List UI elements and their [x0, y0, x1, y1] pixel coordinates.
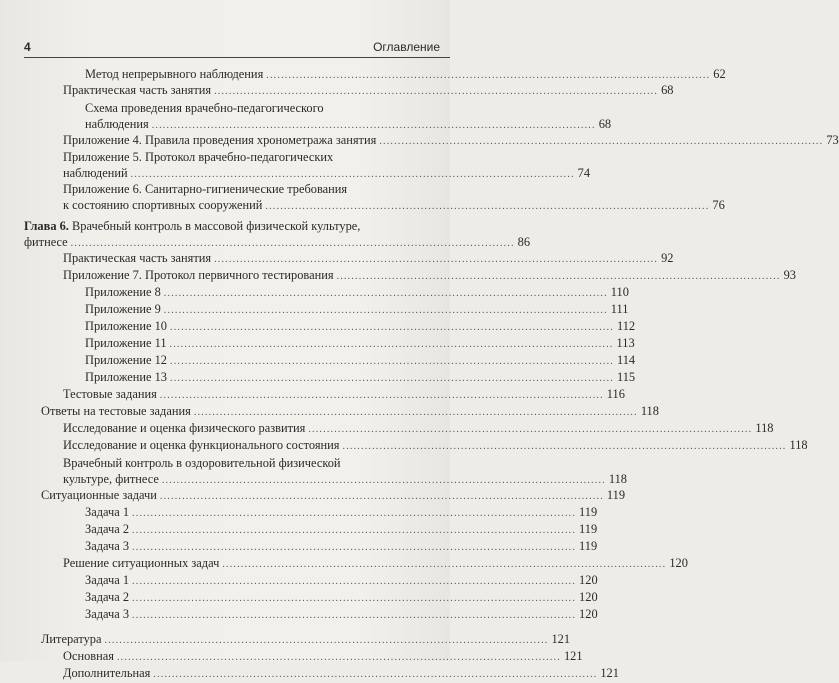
dot-leader: ........................................................................................................................ [163, 305, 608, 316]
toc-page-number: 110 [610, 285, 629, 299]
toc-page-number: 76 [712, 198, 725, 212]
dot-leader: ........................................................................................................................ [116, 652, 561, 663]
toc-line [85, 606, 598, 622]
toc-entry [41, 631, 571, 647]
toc-line [63, 132, 839, 148]
toc-line [63, 250, 674, 266]
dot-leader: ........................................................................................................................ [265, 201, 710, 212]
toc-entry-title: культуре, фитнесе [63, 472, 159, 486]
toc-page-number: 119 [579, 539, 598, 553]
toc-line [85, 318, 636, 334]
toc-line [85, 284, 629, 300]
toc-line [63, 165, 591, 181]
toc-line [63, 471, 627, 487]
toc-line [63, 437, 808, 453]
toc-page-number: 115 [617, 370, 636, 384]
toc-entry-title: к состоянию спортивных сооружений [63, 198, 263, 212]
toc-page-number: 111 [610, 302, 629, 316]
toc-page-number: 120 [579, 607, 598, 621]
toc-entry [85, 352, 636, 368]
toc-entry-title: Дополнительная [63, 666, 151, 680]
dot-leader: ........................................................................................................................ [161, 475, 606, 486]
toc-entry [63, 132, 839, 148]
toc-entry [63, 665, 619, 681]
toc-entry [85, 538, 598, 554]
dot-leader: ........................................................................................................................ [266, 70, 711, 81]
dot-leader: ........................................................................................................................ [342, 441, 787, 452]
toc-entry-title: Основная [63, 649, 114, 663]
toc-line [85, 352, 636, 368]
dot-leader: ........................................................................................................................ [214, 254, 659, 265]
dot-leader: ........................................................................................................................ [159, 491, 604, 502]
toc-entry [85, 504, 598, 520]
toc-entry-title: Задача 1 [85, 573, 130, 587]
toc-page-number: 92 [661, 251, 674, 265]
toc-entry-title: Практическая часть занятия [63, 251, 212, 265]
toc-page-number: 93 [783, 268, 796, 282]
dot-leader: ........................................................................................................................ [130, 169, 575, 180]
toc-entry [85, 572, 598, 588]
toc-page-number: 119 [606, 488, 626, 502]
toc-entry-title: Глава 6. Врачебный контроль в массовой физической культуре, [24, 219, 361, 233]
dot-leader: ........................................................................................................................ [132, 508, 577, 519]
toc-line [41, 631, 571, 647]
toc-entry-title: Приложение 6. Санитарно-гигиенические требования [63, 182, 348, 196]
toc-line [63, 82, 674, 98]
toc-line [85, 66, 726, 82]
toc-page-number: 118 [640, 404, 659, 418]
toc-line [85, 538, 598, 554]
toc-page-number: 112 [617, 319, 636, 333]
toc-line [85, 369, 636, 385]
toc-entry-title: Исследование и оценка функционального состояния [63, 438, 340, 452]
toc-entry [63, 149, 591, 181]
toc-line [63, 555, 688, 571]
toc-line [85, 335, 635, 351]
dot-leader: ........................................................................................................................ [193, 407, 638, 418]
dot-leader: ........................................................................................................................ [169, 339, 614, 350]
toc-entry [63, 267, 796, 283]
toc-entry-title: Приложение 4. Правила проведения хронометража занятия [63, 133, 377, 147]
toc-line [85, 504, 598, 520]
toc-page-number: 120 [669, 556, 688, 570]
toc-entry [63, 555, 688, 571]
dot-leader: ........................................................................................................................ [104, 635, 549, 646]
toc-page-number: 120 [579, 573, 598, 587]
toc-entry-title: Практическая часть занятия [63, 83, 212, 97]
toc-page-number: 121 [600, 666, 619, 680]
toc-entry-title: Врачебный контроль в оздоровительной физической [63, 456, 341, 470]
header-rule [24, 57, 450, 58]
toc-page-number: 62 [713, 67, 726, 81]
dot-leader: ........................................................................................................................ [132, 593, 577, 604]
toc-line [63, 420, 774, 436]
toc-entry-title: Приложение 11 [85, 336, 167, 350]
toc-entry-title: Приложение 10 [85, 319, 167, 333]
toc-entry [85, 301, 629, 317]
dot-leader: ........................................................................................................................ [151, 120, 596, 131]
toc-line [85, 301, 629, 317]
section-title: Оглавление [373, 40, 440, 54]
toc-page-number: 118 [789, 438, 808, 452]
dot-leader: ........................................................................................................................ [214, 86, 659, 97]
toc-page-number: 120 [579, 590, 598, 604]
toc-entry [85, 521, 598, 537]
toc-entry [63, 648, 583, 664]
toc-entry-title: Метод непрерывного наблюдения [85, 67, 264, 81]
toc-line [85, 521, 598, 537]
toc-page-number: 113 [616, 336, 635, 350]
toc-line [41, 487, 626, 503]
toc-entry [63, 250, 674, 266]
toc-page-number: 118 [608, 472, 627, 486]
toc-page-number: 114 [617, 353, 636, 367]
toc-entry [85, 66, 726, 82]
running-header [24, 40, 440, 56]
toc-entry [85, 284, 629, 300]
toc-line [63, 267, 796, 283]
dot-leader: ........................................................................................................................ [170, 373, 614, 384]
toc-line [41, 403, 659, 419]
toc-entry-title: Приложение 8 [85, 285, 161, 299]
toc-page-number: 121 [563, 649, 583, 663]
toc-entry-title: Схема проведения врачебно-педагогического [85, 101, 324, 115]
toc-line [24, 234, 531, 250]
toc-page-number: 68 [661, 83, 674, 97]
dot-leader: ........................................................................................................................ [379, 136, 824, 147]
toc-line [63, 386, 625, 402]
toc-entry [63, 82, 674, 98]
dot-leader: ........................................................................................................................ [308, 424, 753, 435]
toc-page-number: 73 [826, 133, 839, 147]
dot-leader: ........................................................................................................................ [170, 356, 614, 367]
toc-entry-title: Приложение 7. Протокол первичного тестирования [63, 268, 334, 282]
toc-page-number: 121 [551, 632, 571, 646]
toc-entry-title: Приложение 13 [85, 370, 167, 384]
dot-leader: ........................................................................................................................ [132, 576, 577, 587]
toc-page-number: 118 [755, 421, 774, 435]
toc-line [63, 648, 583, 664]
toc-page-number: 119 [579, 522, 598, 536]
dot-leader: ........................................................................................................................ [132, 542, 577, 553]
toc-entry-title: Приложение 9 [85, 302, 161, 316]
toc-entry [41, 403, 659, 419]
toc-entry [41, 487, 626, 503]
toc-line [85, 572, 598, 588]
toc-entry-title: Приложение 12 [85, 353, 167, 367]
toc-entry-title: Задача 3 [85, 539, 130, 553]
page-number: 4 [24, 40, 31, 54]
toc-entry-title: Решение ситуационных задач [63, 556, 220, 570]
toc-entry-title: Приложение 5. Протокол врачебно-педагогических [63, 150, 334, 164]
toc-entry-title: Задача 2 [85, 522, 130, 536]
toc-entry-title: фитнесе [24, 235, 68, 249]
toc-entry-title: Задача 1 [85, 505, 130, 519]
toc-entry-title: Задача 2 [85, 590, 130, 604]
toc-page-number: 116 [606, 387, 625, 401]
toc-entry [63, 437, 808, 453]
dot-leader: ........................................................................................................................ [70, 238, 515, 249]
toc-page-number: 119 [579, 505, 598, 519]
dot-leader: ........................................................................................................................ [163, 288, 608, 299]
toc-line [85, 589, 598, 605]
toc-entry-title: Ситуационные задачи [41, 488, 157, 502]
toc-line [63, 197, 725, 213]
dot-leader: ........................................................................................................................ [222, 559, 667, 570]
toc-page-number: 74 [577, 166, 591, 180]
dot-leader: ........................................................................................................................ [153, 669, 598, 680]
toc-line [85, 116, 612, 132]
toc-entry [85, 606, 598, 622]
toc-entry [85, 335, 635, 351]
toc-entry-title: наблюдения [85, 117, 149, 131]
dot-leader: ........................................................................................................................ [170, 322, 614, 333]
toc-entry-title: Литература [41, 632, 102, 646]
dot-leader: ........................................................................................................................ [159, 390, 604, 401]
toc-line [63, 665, 619, 681]
toc-page-number: 86 [517, 235, 531, 249]
toc-page-number: 68 [598, 117, 612, 131]
toc-entry [24, 218, 531, 250]
toc-entry [85, 589, 598, 605]
toc-entry-title: Ответы на тестовые задания [41, 404, 191, 418]
toc-entry [85, 369, 636, 385]
dot-leader: ........................................................................................................................ [132, 610, 577, 621]
toc-entry-title: Тестовые задания [63, 387, 157, 401]
toc-entry [85, 318, 636, 334]
toc-entry [63, 181, 725, 213]
toc-entry [63, 455, 627, 487]
toc-entry [85, 100, 612, 132]
dot-leader: ........................................................................................................................ [336, 271, 781, 282]
toc-entry-title: Задача 3 [85, 607, 130, 621]
dot-leader: ........................................................................................................................ [132, 525, 577, 536]
toc-entry-title: наблюдений [63, 166, 128, 180]
toc-entry-title: Исследование и оценка физического развития [63, 421, 306, 435]
chapter-label: Глава 6. [24, 219, 69, 233]
toc-entry [63, 386, 625, 402]
toc-entry [63, 420, 774, 436]
